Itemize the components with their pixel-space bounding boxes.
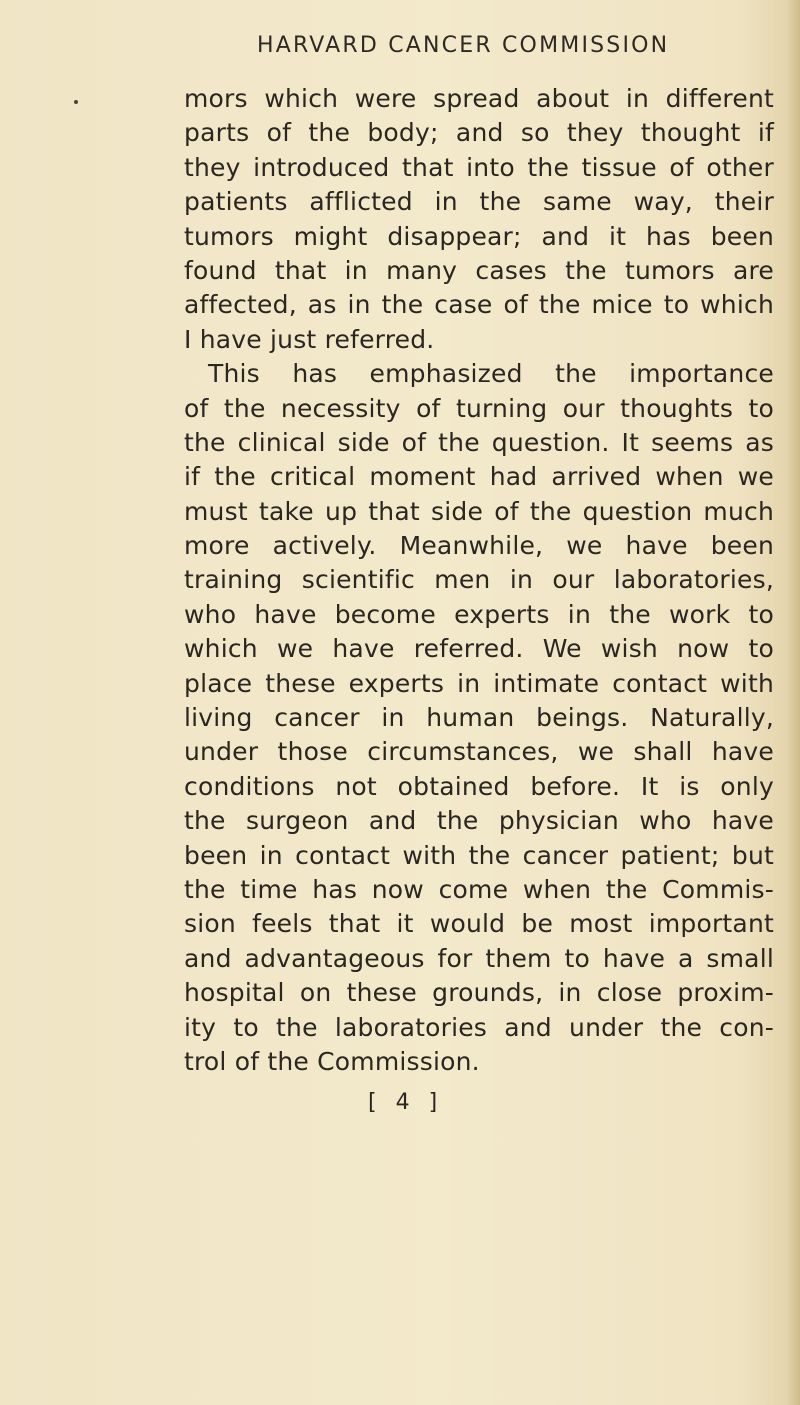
page-edge-shadow xyxy=(786,0,800,1405)
text-line: which we have referred. We wish now to xyxy=(184,634,774,664)
page-number: [ 4 ] xyxy=(368,1090,444,1115)
text-line: affected, as in the case of the mice to which xyxy=(184,290,774,320)
text-line: tumors might disappear; and it has been xyxy=(184,221,774,251)
text-line: who have become experts in the work to xyxy=(184,599,774,629)
text-line: I have just referred. xyxy=(184,324,435,354)
text-line: parts of the body; and so they thought if xyxy=(184,118,774,148)
text-line: ity to the laboratories and under the con- xyxy=(184,1012,774,1042)
text-line: the clinical side of the question. It seems as xyxy=(184,427,774,457)
text-line: patients afflicted in the same way, their xyxy=(184,187,774,217)
text-line: hospital on these grounds, in close proxim- xyxy=(184,978,774,1008)
text-line: the surgeon and the physician who have xyxy=(184,806,774,836)
text-line: been in contact with the cancer patient; but xyxy=(184,840,774,870)
text-line: training scientific men in our laboratories, xyxy=(184,565,774,595)
text-line: sion feels that it would be most important xyxy=(184,909,774,939)
text-line: under those circumstances, we shall have xyxy=(184,737,774,767)
text-line: the time has now come when the Commis- xyxy=(184,874,774,904)
text-line: mors which were spread about in different xyxy=(184,84,774,113)
text-line: and advantageous for them to have a small xyxy=(184,943,774,973)
paragraph-first-line: This has emphasized the importance xyxy=(208,359,774,389)
text-line: they introduced that into the tissue of other xyxy=(184,152,774,182)
running-head: HARVARD CANCER COMMISSION xyxy=(257,33,670,58)
body-text xyxy=(184,82,774,1079)
text-line: trol of the Commission. xyxy=(184,1046,480,1076)
text-line: place these experts in intimate contact with xyxy=(184,668,774,698)
text-line: more actively. Meanwhile, we have been xyxy=(184,531,774,561)
text-line: must take up that side of the question much xyxy=(184,496,774,526)
text-line: conditions not obtained before. It is only xyxy=(184,771,774,801)
paper-speck xyxy=(74,100,78,104)
text-line: of the necessity of turning our thoughts to xyxy=(184,393,774,423)
text-line: living cancer in human beings. Naturally, xyxy=(184,703,774,733)
text-line: if the critical moment had arrived when we xyxy=(184,462,774,492)
text-line: found that in many cases the tumors are xyxy=(184,255,774,285)
